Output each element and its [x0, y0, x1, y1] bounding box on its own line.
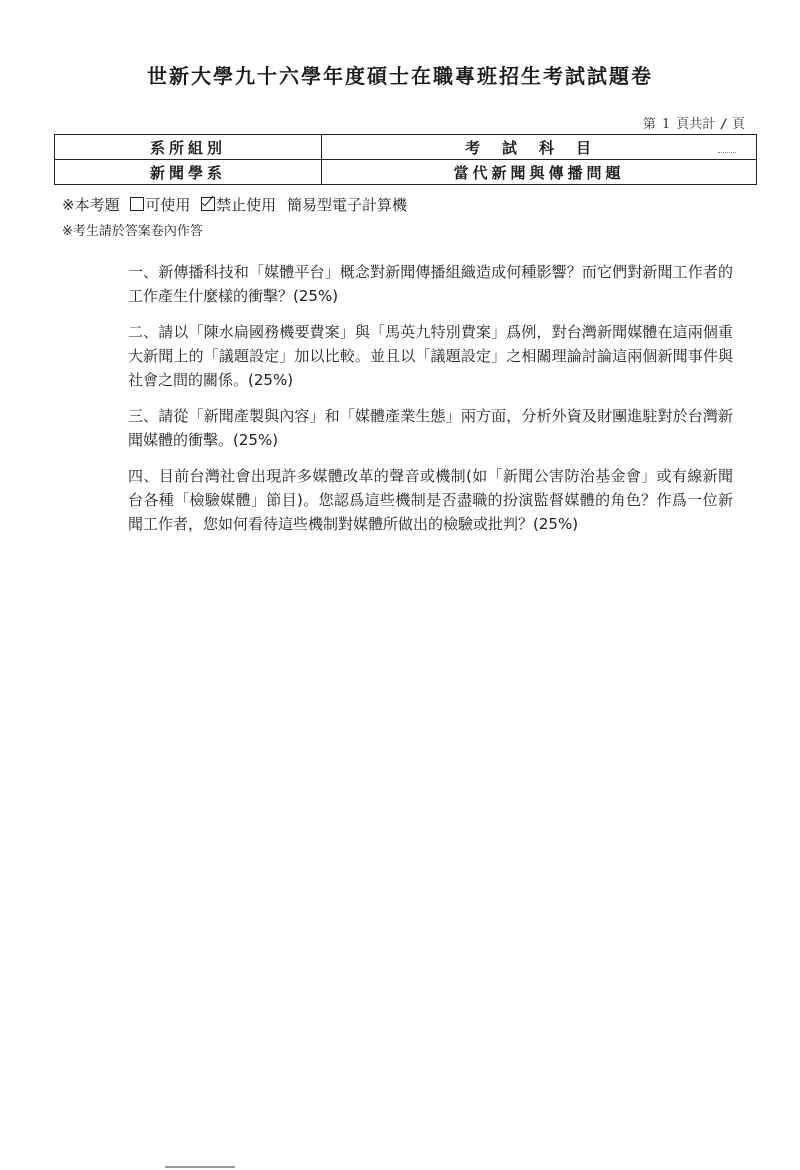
table-value-row: [55, 160, 757, 185]
scan-edge-mark: [165, 1166, 235, 1168]
page-counter: [560, 113, 745, 132]
table-header-row: [55, 135, 757, 160]
calculator-note: [62, 194, 407, 215]
subject-header-cell: 考試科目: [322, 135, 757, 160]
answer-note: ※考生請於答案卷內作答: [62, 224, 203, 239]
dept-header-cell: 系所組別: [55, 135, 322, 160]
exam-info-table: [54, 134, 757, 185]
scan-mark: [718, 152, 736, 154]
calculator-note-prefix: ※本考題: [62, 196, 120, 214]
forbidden-label: 禁止使用: [216, 196, 277, 214]
question-3: 三、請從「新聞產製與內容」和「媒體產業生態」兩方面，分析外資及財團進駐對於台灣新聞媒體的衝擊。(25%): [128, 407, 733, 449]
exam-title: 世新大學九十六學年度碩士在職專班招生考試試題卷: [147, 64, 653, 88]
allowed-checkbox[interactable]: [130, 197, 144, 211]
page-prefix: 第: [642, 117, 656, 132]
page-slash: /: [721, 117, 726, 132]
question-list: [128, 260, 733, 548]
forbidden-checkbox[interactable]: [201, 197, 215, 211]
subject-value-cell: 當代新聞與傳播問題: [322, 160, 757, 185]
page-suffix: 頁: [731, 117, 745, 132]
question-4: 四、目前台灣社會出現許多媒體改革的聲音或機制(如「新聞公害防治基金會」或有線新聞台各種「檢驗媒體」節目)。您認爲這些機制是否盡職的扮演監督媒體的角色？作爲一位新聞工作者，您如何看待這些機制對媒體所做出的檢驗或批判？(25%): [128, 467, 733, 533]
page-number: 1: [661, 117, 671, 132]
page-total-label: 頁共計: [676, 117, 716, 132]
question-2: 二、請以「陳水扁國務機要費案」與「馬英九特別費案」爲例，對台灣新聞媒體在這兩個重大新聞上的「議題設定」加以比較。並且以「議題設定」之相關理論討論這兩個新聞事件與社會之間的關係。(25%): [128, 323, 733, 389]
question-1: 一、新傳播科技和「媒體平台」概念對新聞傳播組織造成何種影響？而它們對新聞工作者的工作產生什麼樣的衝擊？(25%): [128, 263, 733, 305]
dept-value-cell: 新聞學系: [55, 160, 322, 185]
calculator-type: 簡易型電子計算機: [286, 196, 407, 214]
allowed-label: 可使用: [145, 196, 191, 214]
